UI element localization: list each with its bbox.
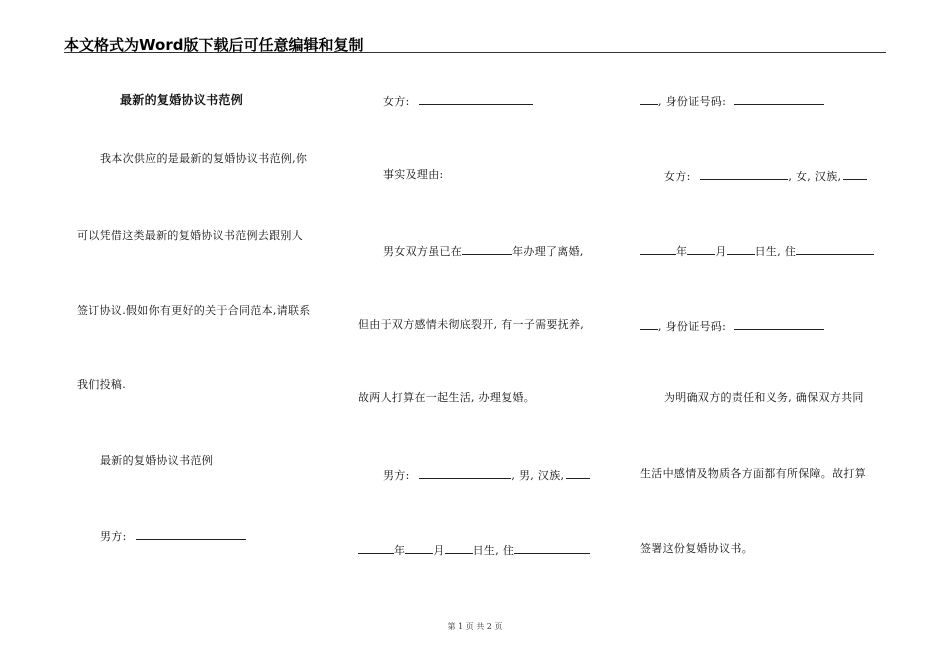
man-id-start-blank[interactable] bbox=[566, 467, 590, 479]
divorce-year-blank[interactable] bbox=[462, 243, 512, 255]
id-label-2: , 身份证号码: bbox=[658, 320, 727, 333]
woman-birth-month-label: 月 bbox=[715, 245, 727, 258]
id-line-1 bbox=[640, 93, 824, 109]
id-prefix-blank-2[interactable] bbox=[640, 318, 658, 330]
intro-line-2: 可以凭借这类最新的复婚协议书范例去跟别人 bbox=[77, 229, 303, 242]
man-detail-line bbox=[383, 467, 590, 483]
intro-line-3: 签订协议.假如你有更好的关于合同范本,请联系 bbox=[77, 304, 311, 317]
divorce-year-line bbox=[383, 243, 584, 259]
man-birth-year-blank[interactable] bbox=[358, 542, 394, 554]
document-title: 最新的复婚协议书范例 bbox=[120, 93, 244, 107]
woman-label: 女方: bbox=[383, 95, 410, 108]
woman-detail-name-blank[interactable] bbox=[700, 168, 788, 180]
man-birth-month-label: 月 bbox=[433, 544, 445, 557]
man-label: 男方: bbox=[100, 530, 127, 543]
purpose-line-1: 为明确双方的责任和义务, 确保双方共同 bbox=[664, 391, 864, 404]
woman-detail-line bbox=[664, 168, 867, 184]
man-name-blank[interactable] bbox=[136, 528, 246, 540]
woman-detail-gender: , 女, 汉族, bbox=[788, 170, 842, 183]
woman-name-blank[interactable] bbox=[419, 93, 533, 105]
id-prefix-blank-1[interactable] bbox=[640, 93, 658, 105]
woman-birth-line bbox=[640, 243, 874, 259]
woman-birth-year-label: 年 bbox=[676, 245, 688, 258]
woman-birth-day-blank[interactable] bbox=[727, 243, 755, 255]
man-field bbox=[100, 528, 246, 544]
reason-line-2: 但由于双方感情未彻底裂开, 有一子需要抚养, bbox=[358, 318, 585, 331]
id-number-blank-2[interactable] bbox=[734, 318, 824, 330]
header-divider bbox=[64, 52, 886, 53]
id-number-blank-1[interactable] bbox=[734, 93, 824, 105]
man-birth-line bbox=[358, 542, 590, 558]
woman-birth-day-label: 日生, 住 bbox=[754, 245, 797, 258]
man-birth-year-label: 年 bbox=[394, 544, 406, 557]
woman-address-blank[interactable] bbox=[796, 243, 874, 255]
intro-line-4: 我们投稿. bbox=[77, 378, 126, 391]
man-birth-day-blank[interactable] bbox=[445, 542, 473, 554]
woman-birth-year-blank[interactable] bbox=[640, 243, 676, 255]
woman-field bbox=[383, 93, 533, 109]
reason-heading: 事实及理由: bbox=[383, 168, 444, 181]
man-detail-name-blank[interactable] bbox=[419, 467, 511, 479]
page-footer: 第 1 页 共 2 页 bbox=[447, 622, 503, 631]
divorce-text-a: 男女双方虽已在 bbox=[383, 245, 463, 258]
man-birth-month-blank[interactable] bbox=[405, 542, 433, 554]
section-heading: 最新的复婚协议书范例 bbox=[100, 454, 213, 467]
woman-birth-month-blank[interactable] bbox=[687, 243, 715, 255]
man-address-blank[interactable] bbox=[514, 542, 590, 554]
man-detail-gender: , 男, 汉族, bbox=[511, 469, 565, 482]
purpose-line-3: 签署这份复婚协议书。 bbox=[640, 542, 753, 555]
woman-detail-label: 女方: bbox=[664, 170, 691, 183]
id-line-2 bbox=[640, 318, 824, 334]
id-label-1: , 身份证号码: bbox=[658, 95, 727, 108]
purpose-line-2: 生活中感情及物质各方面都有所保障。故打算 bbox=[640, 467, 866, 480]
man-detail-label: 男方: bbox=[383, 469, 410, 482]
divorce-text-b: 年办理了离婚, bbox=[512, 245, 584, 258]
document-header: 本文格式为Word版下载后可任意编辑和复制 bbox=[64, 36, 364, 54]
woman-id-start-blank[interactable] bbox=[843, 168, 867, 180]
reason-line-3: 故两人打算在一起生活, 办理复婚。 bbox=[358, 391, 536, 404]
intro-line-1: 我本次供应的是最新的复婚协议书范例,你 bbox=[100, 152, 308, 165]
man-birth-day-label: 日生, 住 bbox=[472, 544, 515, 557]
